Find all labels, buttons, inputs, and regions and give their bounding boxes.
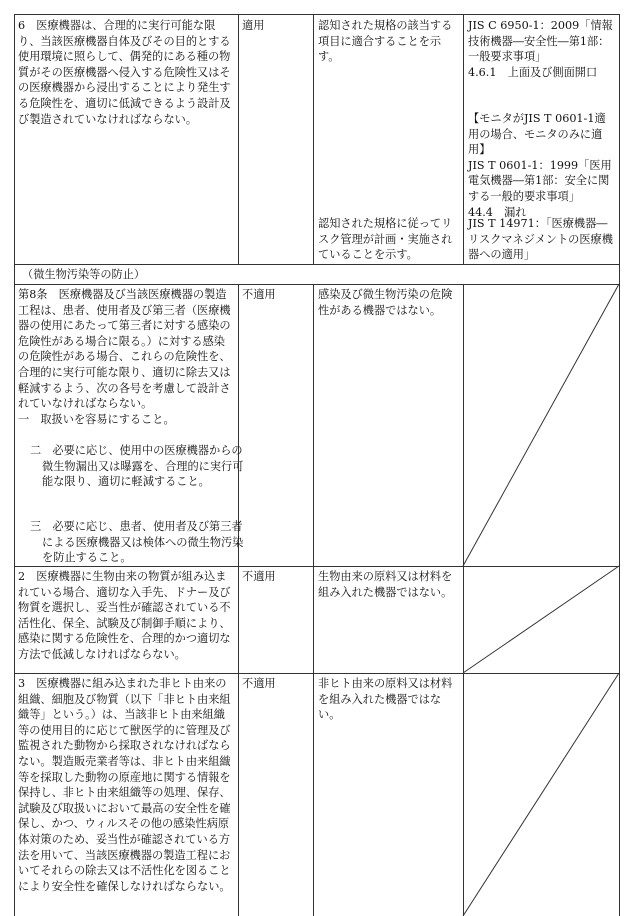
na-slash [463,284,619,566]
conformity-method: 非ヒト由来の原料又は材料を組み入れた機器ではない。 [318,677,453,722]
conformity-method: 感染及び微生物汚染の危険性がある機器ではない。 [318,288,453,317]
na-slash [463,673,619,916]
applicability: 不適用 [242,677,276,690]
requirement-item: 一 取扱いを容易にすること。 [18,413,175,426]
standard-reference: 【モニタがJIS T 0601-1適用の場合、モニタのみに適用】 JIS T 0601-1：1999「医用電気機器―第1部：安全に関する一般的要求事項」 44.4 漏れ [468,112,612,219]
conformity-method: 認知された規格の該当する項目に適合することを示す。 [318,19,453,64]
requirement-text: 2 医療機器に生物由来の物質が組み込まれている場合、適切な入手先、ドナー及び物質を選択し、妥当性が確認されている不活性化、保全、試験及び制御手順により、感染に関する危険性を、合理的かつ適切な方法で低減しなければならない。 [18,570,231,661]
standard-reference: JIS C 6950-1：2009「情報技術機器―安全性―第1部：一般要求事項」 4.6.1 上面及び側面開口 [468,19,613,79]
requirement-text: 第8条 医療機器及び当該医療機器の製造工程は、患者、使用者及び第三者（医療機器の使用にあたって第三者に対する感染の危険性がある場合に限る。）に対する感染の危険性がある場合、これらの危険性を、合理的に実行可能な限り、適切に除去又は軽減するよう、次の各号を考慮して設計されていなければならない。 [18,288,231,411]
requirement-item: 二 必要に応じ、使用中の医療機器からの微生物漏出又は曝露を、合理的に実行可能な限り、適切に軽減すること。 [30,444,244,489]
conformity-method: 生物由来の原料又は材料を組み入れた機器ではない。 [318,570,453,599]
conformity-method: 認知された規格に従ってリスク管理が計画・実施されていることを示す。 [318,217,453,262]
requirement-text: 6 医療機器は、合理的に実行可能な限り、当該医療機器自体及びその目的とする使用環境に照らして、偶発的にある種の物質がその医療機器へ侵入する危険性又はその医療機器から浸出することにより発生する危険性を、適切に低減できるよう設計及び製造されていなければならない。 [18,19,231,126]
section-heading: （微生物汚染等の防止） [22,268,146,281]
standard-reference: JIS T 14971：「医療機器―リスクマネジメントの医療機器への適用」 [468,217,613,262]
requirement-item: 三 必要に応じ、患者、使用者及び第三者による医療機器又は検体への微生物汚染を防止すること。 [30,520,244,565]
requirement-text: 3 医療機器に組み込まれた非ヒト由来の組織、細胞及び物質（以下「非ヒト由来組織等」という。）は、当該非ヒト由来組織等の使用目的に応じて獣医学的に管理及び監視された動物から採取されなければならない。製造販売業者等は、非ヒト由来組織等を採取した動物の原産地に関する情報を保持し、非ヒト由来組織等の処理、保存、試験及び取扱いにおいて最高の安全性を確保し、かつ、ウィルスその他の感染性病原体対策のため、妥当性が確認されている方法を用いて、当該医療機器の製造工程においてそれらの除去又は不活性化を図ることにより安全性を確保しなければならない。 [18,677,231,893]
na-slash [463,566,619,673]
applicability: 不適用 [242,288,276,301]
applicability: 適用 [242,19,265,32]
applicability: 不適用 [242,570,276,583]
